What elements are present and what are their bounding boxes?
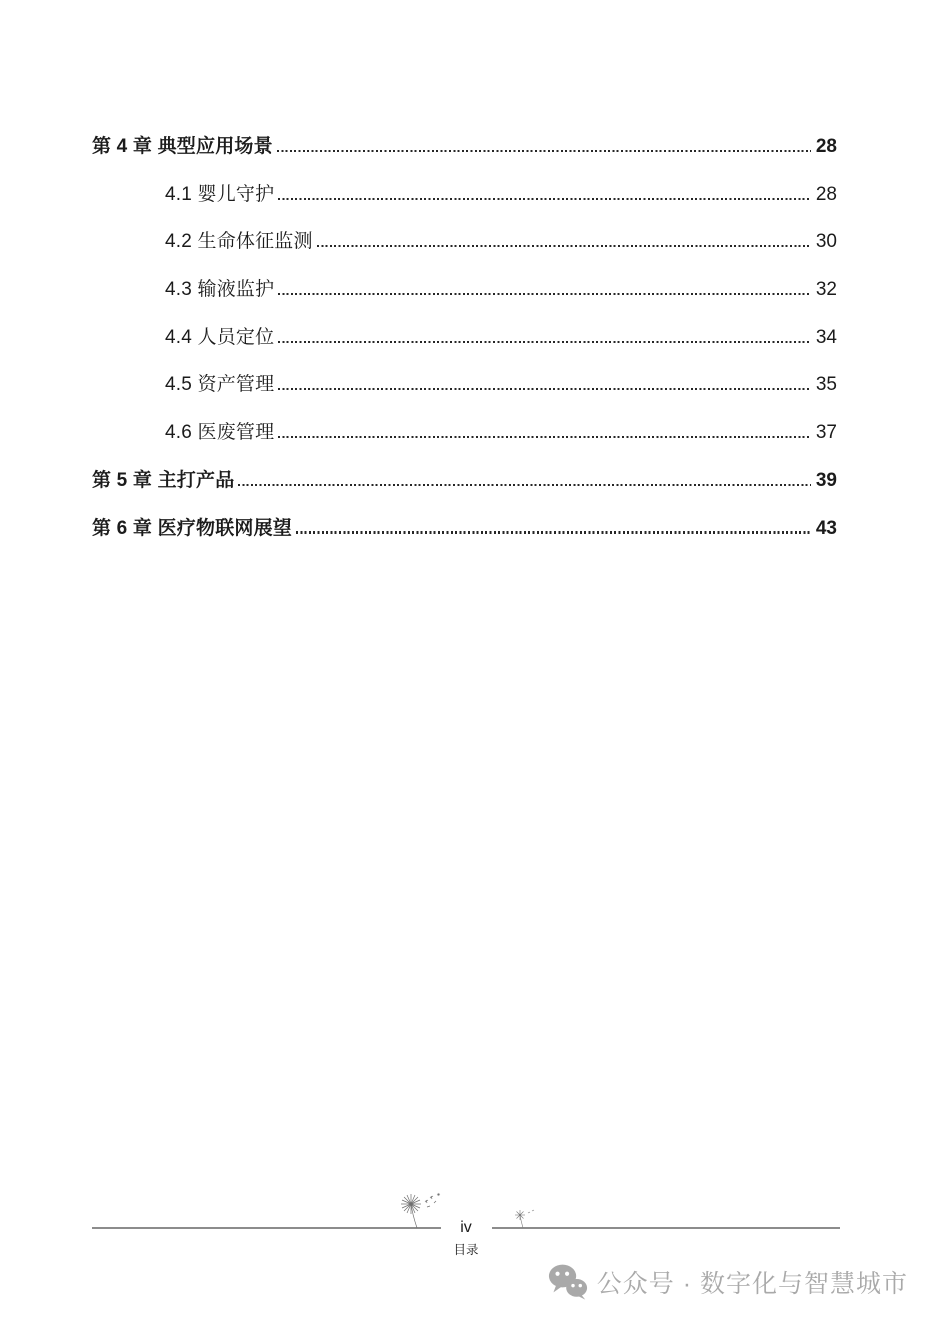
- toc-entry[interactable]: [92, 118, 837, 166]
- toc-entry[interactable]: [92, 309, 837, 357]
- toc-entry[interactable]: [92, 356, 837, 404]
- toc-entry-label: 4.2 生命体征监测: [165, 231, 313, 253]
- toc-entry-page-number: 32: [815, 279, 837, 301]
- toc-entry-page-number: 35: [815, 374, 837, 396]
- watermark-text: 公众号 · 数字化与智慧城市: [596, 1269, 908, 1298]
- toc-entry[interactable]: [92, 452, 837, 500]
- dot-leader: [278, 341, 811, 343]
- dot-leader: [238, 484, 810, 486]
- toc-entry-page-number: 37: [815, 422, 837, 444]
- toc-entry-label: 4.1 婴儿守护: [165, 183, 275, 205]
- toc-entry-label: 第 5 章 主打产品: [92, 469, 235, 491]
- footer-section-label: 目录: [453, 1243, 479, 1257]
- dot-leader: [278, 293, 811, 295]
- toc-entry-page-number: 34: [815, 326, 837, 348]
- dot-leader: [296, 531, 811, 533]
- table-of-contents: [92, 118, 837, 547]
- toc-entry-label: 第 6 章 医疗物联网展望: [92, 517, 293, 539]
- toc-entry-label: 第 4 章 典型应用场景: [92, 136, 273, 157]
- toc-entry-page-number: 28: [815, 183, 837, 205]
- toc-entry-page-number: 39: [815, 469, 837, 491]
- toc-entry[interactable]: [92, 404, 837, 452]
- toc-entry[interactable]: [92, 166, 837, 214]
- toc-entry-page-number: 30: [815, 231, 837, 253]
- footer-page-number: iv: [460, 1219, 472, 1236]
- toc-entry[interactable]: [92, 500, 837, 548]
- toc-entry-label: 4.3 输液监护: [165, 279, 275, 301]
- dot-leader: [278, 198, 811, 200]
- toc-entry-label: 4.4 人员定位: [165, 326, 275, 348]
- toc-entry[interactable]: [92, 213, 837, 261]
- toc-entry-page-number: 28: [815, 136, 837, 157]
- toc-entry-label: 4.6 医废管理: [165, 422, 275, 444]
- dot-leader: [277, 150, 811, 152]
- dot-leader: [278, 436, 811, 438]
- toc-entry-label: 4.5 资产管理: [165, 374, 275, 396]
- wechat-icon: [548, 1263, 588, 1300]
- watermark: [548, 1263, 908, 1300]
- dot-leader: [278, 388, 811, 390]
- dot-leader: [317, 245, 811, 247]
- toc-entry-page-number: 43: [815, 517, 837, 539]
- toc-entry[interactable]: [92, 261, 837, 309]
